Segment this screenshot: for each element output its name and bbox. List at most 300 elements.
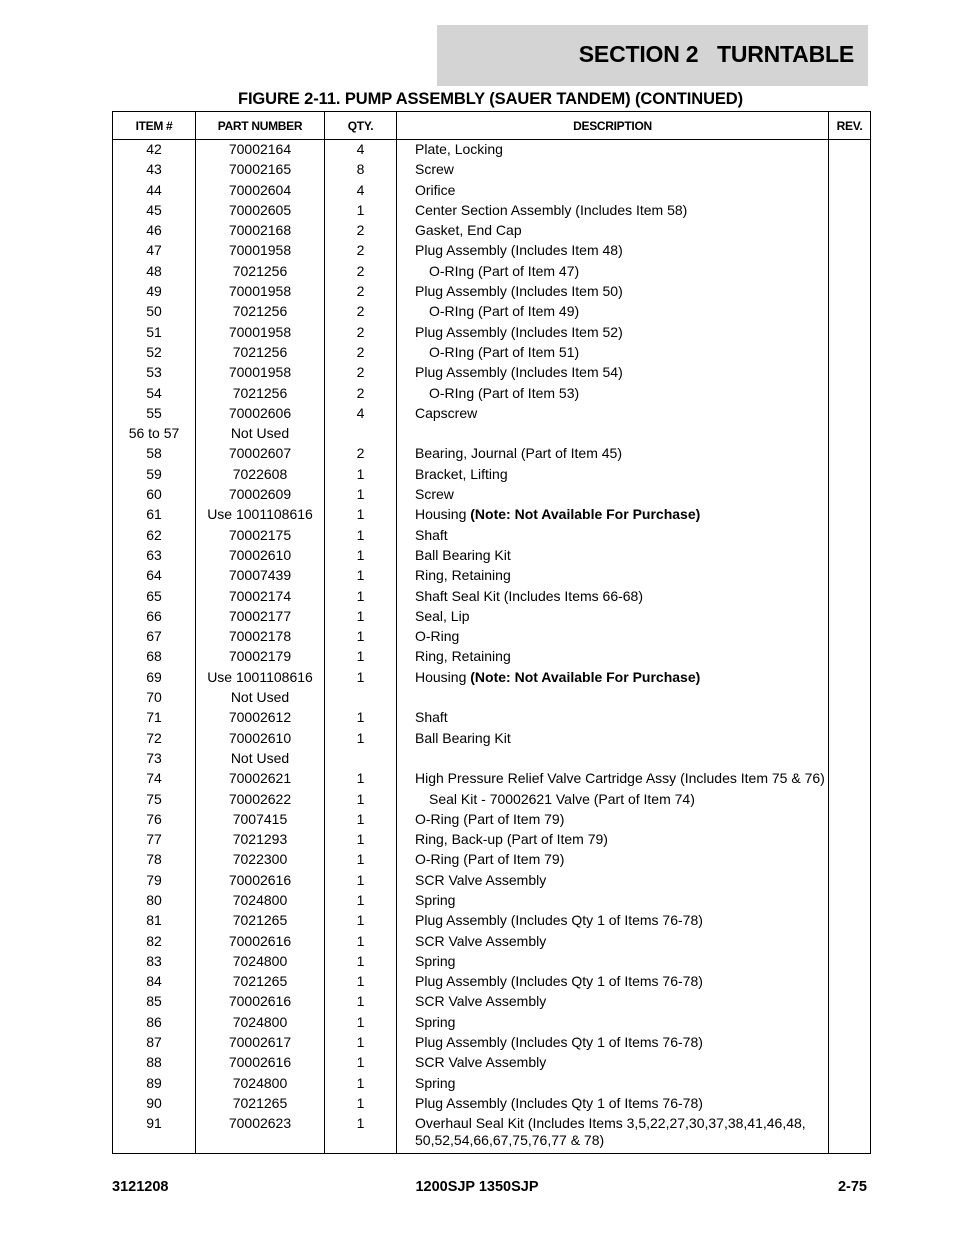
table-row xyxy=(113,648,871,668)
part-number-cell: 70001958 xyxy=(196,283,325,303)
item-number-cell: 90 xyxy=(113,1095,196,1115)
table-row xyxy=(113,588,871,608)
part-number-cell: 70002164 xyxy=(196,140,325,162)
qty-cell: 2 xyxy=(325,445,397,465)
table-row xyxy=(113,486,871,506)
item-number-cell: 85 xyxy=(113,993,196,1013)
item-number-cell: 44 xyxy=(113,182,196,202)
table-row xyxy=(113,689,871,709)
part-number-cell: 70002174 xyxy=(196,588,325,608)
rev-cell xyxy=(829,933,871,953)
qty-cell: 1 xyxy=(325,709,397,729)
rev-cell xyxy=(829,588,871,608)
part-number-cell: 70002607 xyxy=(196,445,325,465)
part-number-cell: 7021256 xyxy=(196,263,325,283)
item-number-cell: 56 to 57 xyxy=(113,425,196,445)
description-text: Ring, Retaining xyxy=(415,648,511,665)
rev-cell xyxy=(829,1014,871,1034)
rev-cell xyxy=(829,831,871,851)
item-number-cell: 89 xyxy=(113,1075,196,1095)
description-cell xyxy=(397,1054,829,1074)
item-number-cell: 50 xyxy=(113,303,196,323)
part-number-cell: 7022300 xyxy=(196,851,325,871)
item-number-cell: 84 xyxy=(113,973,196,993)
qty-cell xyxy=(325,425,397,445)
description-cell xyxy=(397,588,829,608)
table-row xyxy=(113,628,871,648)
item-number-cell: 49 xyxy=(113,283,196,303)
rev-cell xyxy=(829,1115,871,1154)
table-row xyxy=(113,1014,871,1034)
description-cell xyxy=(397,161,829,181)
description-cell xyxy=(397,648,829,668)
part-number-cell: 70002622 xyxy=(196,791,325,811)
description-cell xyxy=(397,445,829,465)
part-number-cell: 70002175 xyxy=(196,527,325,547)
description-cell xyxy=(397,1034,829,1054)
column-header-description: DESCRIPTION xyxy=(397,112,829,140)
item-number-cell: 43 xyxy=(113,161,196,181)
part-number-cell: 7022608 xyxy=(196,466,325,486)
part-number-cell: 70002612 xyxy=(196,709,325,729)
description-text: Bracket, Lifting xyxy=(415,465,508,482)
table-row xyxy=(113,385,871,405)
table-row xyxy=(113,770,871,790)
rev-cell xyxy=(829,222,871,242)
qty-cell: 1 xyxy=(325,547,397,567)
description-text: Plug Assembly (Includes Item 54) xyxy=(415,364,623,381)
footer-model: 1200SJP 1350SJP xyxy=(415,1179,539,1195)
qty-cell: 1 xyxy=(325,851,397,871)
table-row xyxy=(113,872,871,892)
qty-cell: 2 xyxy=(325,303,397,323)
description-text: Screw xyxy=(415,161,454,178)
part-number-cell: Not Used xyxy=(196,689,325,709)
description-cell xyxy=(397,242,829,262)
part-number-cell: 7021256 xyxy=(196,303,325,323)
rev-cell xyxy=(829,506,871,526)
description-text: O-RIng (Part of Item 47) xyxy=(429,262,580,279)
qty-cell xyxy=(325,750,397,770)
part-number-cell: 70002621 xyxy=(196,770,325,790)
description-text: Shaft xyxy=(415,526,448,543)
part-number-cell: 70001958 xyxy=(196,324,325,344)
rev-cell xyxy=(829,608,871,628)
description-text: Ball Bearing Kit xyxy=(415,729,511,746)
description-cell xyxy=(397,993,829,1013)
item-number-cell: 69 xyxy=(113,669,196,689)
part-number-cell: 7024800 xyxy=(196,953,325,973)
table-row xyxy=(113,283,871,303)
description-cell xyxy=(397,730,829,750)
description-cell xyxy=(397,628,829,648)
table-row xyxy=(113,608,871,628)
item-number-cell: 60 xyxy=(113,486,196,506)
item-number-cell: 54 xyxy=(113,385,196,405)
qty-cell: 1 xyxy=(325,811,397,831)
table-row xyxy=(113,1034,871,1054)
description-cell xyxy=(397,344,829,364)
qty-cell: 1 xyxy=(325,912,397,932)
qty-cell: 1 xyxy=(325,567,397,587)
item-number-cell: 52 xyxy=(113,344,196,364)
description-cell xyxy=(397,466,829,486)
figure-title: FIGURE 2-11. PUMP ASSEMBLY (SAUER TANDEM) (CONTINUED) xyxy=(237,90,744,108)
qty-cell: 2 xyxy=(325,222,397,242)
item-number-cell: 86 xyxy=(113,1014,196,1034)
qty-cell: 1 xyxy=(325,933,397,953)
footer-document-number: 3121208 xyxy=(112,1179,169,1195)
table-row xyxy=(113,182,871,202)
rev-cell xyxy=(829,1095,871,1115)
table-row xyxy=(113,953,871,973)
rev-cell xyxy=(829,770,871,790)
item-number-cell: 82 xyxy=(113,933,196,953)
description-text: Overhaul Seal Kit (Includes Items 3,5,22,27,30,37,38,41,46,48, 50,52,54,66,67,75,76,77 & 78) xyxy=(415,1115,806,1149)
description-text: O-RIng (Part of Item 53) xyxy=(429,384,580,401)
part-number-cell: 70002605 xyxy=(196,202,325,222)
description-text: Plate, Locking xyxy=(415,141,503,157)
part-number-cell: Use 1001108616 xyxy=(196,669,325,689)
item-number-cell: 72 xyxy=(113,730,196,750)
item-number-cell: 73 xyxy=(113,750,196,770)
description-text: Housing xyxy=(415,506,471,523)
table-row xyxy=(113,709,871,729)
qty-cell: 1 xyxy=(325,608,397,628)
table-row xyxy=(113,344,871,364)
item-number-cell: 70 xyxy=(113,689,196,709)
rev-cell xyxy=(829,303,871,323)
section-title: SECTION 2 TURNTABLE xyxy=(578,41,854,67)
description-cell xyxy=(397,385,829,405)
description-text: O-Ring (Part of Item 79) xyxy=(415,810,565,827)
rev-cell xyxy=(829,791,871,811)
description-cell xyxy=(397,770,829,790)
table-row xyxy=(113,669,871,689)
table-row xyxy=(113,161,871,181)
description-text: Center Section Assembly (Includes Item 58) xyxy=(415,201,688,218)
table-row xyxy=(113,1054,871,1074)
description-cell xyxy=(397,973,829,993)
qty-cell: 1 xyxy=(325,1095,397,1115)
rev-cell xyxy=(829,425,871,445)
table-row xyxy=(113,1115,871,1154)
table-row xyxy=(113,973,871,993)
qty-cell: 2 xyxy=(325,242,397,262)
description-cell xyxy=(397,506,829,526)
qty-cell: 4 xyxy=(325,140,397,162)
item-number-cell: 81 xyxy=(113,912,196,932)
item-number-cell: 71 xyxy=(113,709,196,729)
description-cell xyxy=(397,263,829,283)
qty-cell: 1 xyxy=(325,466,397,486)
part-number-cell: 70002610 xyxy=(196,730,325,750)
column-header-item: ITEM # xyxy=(113,112,196,140)
description-text: Plug Assembly (Includes Qty 1 of Items 76-78) xyxy=(415,1094,703,1111)
table-row xyxy=(113,912,871,932)
qty-cell: 1 xyxy=(325,791,397,811)
description-cell xyxy=(397,324,829,344)
column-header-qty: QTY. xyxy=(325,112,397,140)
description-cell xyxy=(397,912,829,932)
rev-cell xyxy=(829,628,871,648)
rev-cell xyxy=(829,202,871,222)
description-text: Housing xyxy=(415,668,471,685)
qty-cell: 2 xyxy=(325,283,397,303)
rev-cell xyxy=(829,242,871,262)
rev-cell xyxy=(829,993,871,1013)
item-number-cell: 62 xyxy=(113,527,196,547)
table-row xyxy=(113,1095,871,1115)
table-row xyxy=(113,222,871,242)
table-row xyxy=(113,993,871,1013)
item-number-cell: 88 xyxy=(113,1054,196,1074)
description-text: Spring xyxy=(415,891,456,908)
rev-cell xyxy=(829,953,871,973)
description-cell xyxy=(397,140,829,162)
description-cell xyxy=(397,283,829,303)
table-row xyxy=(113,851,871,871)
table-row xyxy=(113,263,871,283)
part-number-cell: 70002616 xyxy=(196,1054,325,1074)
description-cell xyxy=(397,1014,829,1034)
item-number-cell: 67 xyxy=(113,628,196,648)
description-text: Shaft Seal Kit (Includes Items 66-68) xyxy=(415,587,643,604)
part-number-cell: 7021256 xyxy=(196,344,325,364)
qty-cell: 2 xyxy=(325,364,397,384)
qty-cell: 1 xyxy=(325,770,397,790)
qty-cell: 2 xyxy=(325,344,397,364)
qty-cell: 8 xyxy=(325,161,397,181)
part-number-cell: 70002165 xyxy=(196,161,325,181)
part-number-cell: 7021265 xyxy=(196,1095,325,1115)
description-text: Seal Kit - 70002621 Valve (Part of Item 74) xyxy=(429,790,695,807)
rev-cell xyxy=(829,263,871,283)
item-number-cell: 68 xyxy=(113,648,196,668)
item-number-cell: 64 xyxy=(113,567,196,587)
rev-cell xyxy=(829,140,871,162)
table-row xyxy=(113,527,871,547)
rev-cell xyxy=(829,344,871,364)
rev-cell xyxy=(829,1075,871,1095)
rev-cell xyxy=(829,486,871,506)
parts-table xyxy=(112,111,871,1154)
qty-cell: 1 xyxy=(325,506,397,526)
part-number-cell: 70002616 xyxy=(196,993,325,1013)
table-row xyxy=(113,1075,871,1095)
table-row xyxy=(113,466,871,486)
description-cell xyxy=(397,892,829,912)
description-text: SCR Valve Assembly xyxy=(415,932,547,949)
description-text: O-RIng (Part of Item 51) xyxy=(429,343,580,360)
description-cell xyxy=(397,953,829,973)
rev-cell xyxy=(829,466,871,486)
table-row xyxy=(113,242,871,262)
item-number-cell: 83 xyxy=(113,953,196,973)
table-row xyxy=(113,140,871,162)
table-row xyxy=(113,791,871,811)
description-cell xyxy=(397,831,829,851)
item-number-cell: 75 xyxy=(113,791,196,811)
table-row xyxy=(113,303,871,323)
rev-cell xyxy=(829,527,871,547)
description-cell xyxy=(397,222,829,242)
part-number-cell: 70001958 xyxy=(196,364,325,384)
rev-cell xyxy=(829,1054,871,1074)
part-number-cell: 7021265 xyxy=(196,912,325,932)
table-row xyxy=(113,425,871,445)
description-cell xyxy=(397,669,829,689)
item-number-cell: 61 xyxy=(113,506,196,526)
item-number-cell: 74 xyxy=(113,770,196,790)
part-number-cell: 70002177 xyxy=(196,608,325,628)
description-cell xyxy=(397,608,829,628)
qty-cell: 1 xyxy=(325,1034,397,1054)
description-text: Screw xyxy=(415,486,454,503)
description-text: Gasket, End Cap xyxy=(415,222,522,239)
description-cell xyxy=(397,303,829,323)
qty-cell: 2 xyxy=(325,263,397,283)
description-cell xyxy=(397,1075,829,1095)
table-row xyxy=(113,445,871,465)
description-text: Spring xyxy=(415,1013,456,1030)
description-cell xyxy=(397,405,829,425)
description-text: Shaft xyxy=(415,709,448,726)
rev-cell xyxy=(829,161,871,181)
description-text: O-Ring (Part of Item 79) xyxy=(415,851,565,868)
part-number-cell: 7024800 xyxy=(196,892,325,912)
footer-page-number: 2-75 xyxy=(837,1179,867,1195)
part-number-cell: 70001958 xyxy=(196,242,325,262)
item-number-cell: 80 xyxy=(113,892,196,912)
qty-cell: 1 xyxy=(325,486,397,506)
rev-cell xyxy=(829,669,871,689)
part-number-cell: 70002604 xyxy=(196,182,325,202)
purchase-note: (Note: Not Available For Purchase) xyxy=(470,668,701,685)
rev-cell xyxy=(829,364,871,384)
description-text: Plug Assembly (Includes Item 50) xyxy=(415,283,623,300)
description-text: Spring xyxy=(415,952,456,969)
description-text: SCR Valve Assembly xyxy=(415,871,547,888)
part-number-cell: 70007439 xyxy=(196,567,325,587)
table-row xyxy=(113,506,871,526)
qty-cell: 1 xyxy=(325,588,397,608)
rev-cell xyxy=(829,872,871,892)
description-cell xyxy=(397,689,829,709)
qty-cell: 1 xyxy=(325,953,397,973)
part-number-cell: 70002606 xyxy=(196,405,325,425)
qty-cell: 1 xyxy=(325,1054,397,1074)
rev-cell xyxy=(829,1034,871,1054)
description-cell xyxy=(397,547,829,567)
qty-cell: 1 xyxy=(325,527,397,547)
qty-cell: 4 xyxy=(325,405,397,425)
qty-cell: 1 xyxy=(325,1014,397,1034)
table-row xyxy=(113,202,871,222)
rev-cell xyxy=(829,851,871,871)
qty-cell: 1 xyxy=(325,973,397,993)
description-cell xyxy=(397,527,829,547)
item-number-cell: 91 xyxy=(113,1115,196,1154)
rev-cell xyxy=(829,973,871,993)
item-number-cell: 48 xyxy=(113,263,196,283)
description-text: Spring xyxy=(415,1074,456,1091)
item-number-cell: 66 xyxy=(113,608,196,628)
table-row xyxy=(113,567,871,587)
item-number-cell: 47 xyxy=(113,242,196,262)
description-text: Plug Assembly (Includes Item 48) xyxy=(415,242,623,259)
table-row xyxy=(113,933,871,953)
table-row xyxy=(113,892,871,912)
rev-cell xyxy=(829,547,871,567)
part-number-cell: 70002178 xyxy=(196,628,325,648)
description-cell xyxy=(397,933,829,953)
part-number-cell: Not Used xyxy=(196,425,325,445)
description-cell xyxy=(397,709,829,729)
rev-cell xyxy=(829,892,871,912)
item-number-cell: 58 xyxy=(113,445,196,465)
rev-cell xyxy=(829,648,871,668)
item-number-cell: 77 xyxy=(113,831,196,851)
part-number-cell: 7021265 xyxy=(196,973,325,993)
part-number-cell: 70002609 xyxy=(196,486,325,506)
qty-cell: 1 xyxy=(325,1075,397,1095)
rev-cell xyxy=(829,405,871,425)
description-cell xyxy=(397,791,829,811)
description-text: Ball Bearing Kit xyxy=(415,546,511,563)
qty-cell: 1 xyxy=(325,669,397,689)
qty-cell: 1 xyxy=(325,202,397,222)
qty-cell: 1 xyxy=(325,993,397,1013)
item-number-cell: 42 xyxy=(113,140,196,162)
description-cell xyxy=(397,425,829,445)
part-number-cell: 7007415 xyxy=(196,811,325,831)
item-number-cell: 53 xyxy=(113,364,196,384)
description-cell xyxy=(397,1095,829,1115)
rev-cell xyxy=(829,709,871,729)
part-number-cell: 70002610 xyxy=(196,547,325,567)
table-row xyxy=(113,324,871,344)
rev-cell xyxy=(829,730,871,750)
qty-cell: 1 xyxy=(325,892,397,912)
parts-table-body xyxy=(113,140,871,1154)
description-cell xyxy=(397,182,829,202)
rev-cell xyxy=(829,912,871,932)
qty-cell: 1 xyxy=(325,872,397,892)
qty-cell: 4 xyxy=(325,182,397,202)
description-text: SCR Valve Assembly xyxy=(415,1054,547,1071)
description-text: O-Ring xyxy=(415,628,460,645)
description-text: O-RIng (Part of Item 49) xyxy=(429,303,580,320)
item-number-cell: 79 xyxy=(113,872,196,892)
description-text: Seal, Lip xyxy=(415,607,470,624)
description-cell xyxy=(397,1115,829,1154)
description-text: SCR Valve Assembly xyxy=(415,993,547,1010)
description-text: Plug Assembly (Includes Qty 1 of Items 76-78) xyxy=(415,1034,703,1051)
rev-cell xyxy=(829,283,871,303)
description-text: Plug Assembly (Includes Item 52) xyxy=(415,323,623,340)
item-number-cell: 55 xyxy=(113,405,196,425)
rev-cell xyxy=(829,750,871,770)
item-number-cell: 51 xyxy=(113,324,196,344)
table-row xyxy=(113,364,871,384)
table-row xyxy=(113,547,871,567)
rev-cell xyxy=(829,811,871,831)
description-cell xyxy=(397,851,829,871)
description-text: Ring, Retaining xyxy=(415,567,511,584)
part-number-cell: 70002616 xyxy=(196,933,325,953)
part-number-cell: Use 1001108616 xyxy=(196,506,325,526)
